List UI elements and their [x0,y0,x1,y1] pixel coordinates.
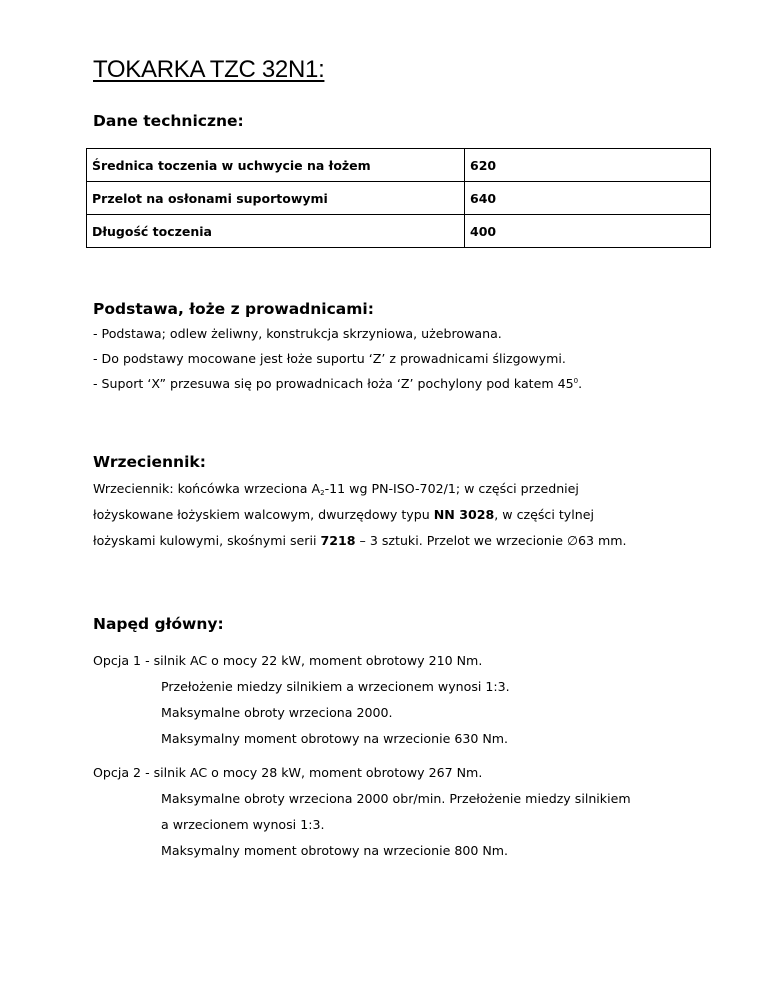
text-run: łożyskowane łożyskiem walcowym, dwurzędowy typu [93,507,434,522]
table-row [87,215,711,248]
base-line: - Suport ‘X” przesuwa się po prowadnicach łoża ‘Z’ pochylony pod katem $45^0$. [93,376,583,391]
option-2-detail: Maksymalny moment obrotowy na wrzecionie 800 Nm. [161,843,509,858]
spec-value: 400 [465,215,711,248]
text-run: -11 wg PN-ISO-702/1; w części przedniej [324,481,579,496]
option-2-detail: a wrzecionem wynosi 1:3. [161,817,325,832]
headstock-line [93,507,594,522]
spec-label: Średnica toczenia w uchwycie na łożem [87,149,465,182]
subscript: 2 [320,489,325,497]
text-run: Wrzeciennik: końcówka wrzeciona A [93,481,321,496]
base-line: - Do podstawy mocowane jest łoże suportu ‘Z’ z prowadnicami ślizgowymi. [93,351,566,366]
drive-heading: Napęd główny: [93,615,224,633]
text-run: , w części tylnej [494,507,594,522]
specs-table [86,148,711,248]
spec-value: 640 [465,182,711,215]
bearing-type: NN 3028 [433,507,495,522]
option-2-line: Opcja 2 - silnik AC o mocy 28 kW, moment obrotowy 267 Nm. [93,765,483,780]
text-run: łożyskami kulowymi, skośnymi serii [93,533,321,548]
text-run: – 3 sztuki. Przelot we wrzecionie ∅63 mm. [355,533,627,548]
specs-heading: Dane techniczne: [93,112,244,130]
option-1-detail: Maksymalne obroty wrzeciona 2000. [161,705,393,720]
base-heading: Podstawa, łoże z prowadnicami: [93,300,374,318]
spec-label: Przelot na osłonami suportowymi [87,182,465,215]
table-row [87,182,711,215]
headstock-heading: Wrzeciennik: [93,453,206,471]
headstock-line [93,481,579,497]
option-1-detail: Maksymalny moment obrotowy na wrzecionie 630 Nm. [161,731,509,746]
option-1-line: Opcja 1 - silnik AC o mocy 22 kW, moment obrotowy 210 Nm. [93,653,483,668]
spec-label: Długość toczenia [87,215,465,248]
headstock-line [93,533,627,548]
option-1-detail: Przełożenie miedzy silnikiem a wrzecionem wynosi 1:3. [161,679,510,694]
table-row [87,149,711,182]
base-line: - Podstawa; odlew żeliwny, konstrukcja skrzyniowa, użebrowana. [93,326,502,341]
option-2-detail: Maksymalne obroty wrzeciona 2000 obr/min. Przełożenie miedzy silnikiem [161,791,631,806]
degree-mark: 0 [573,377,579,385]
document-title: TOKARKA TZC 32N1: [93,56,325,83]
base-line-text: - Suport ‘X” przesuwa się po prowadnicach łoża ‘Z’ pochylony pod katem 45 [93,376,574,391]
bearing-series: 7218 [320,533,356,548]
spec-value: 620 [465,149,711,182]
